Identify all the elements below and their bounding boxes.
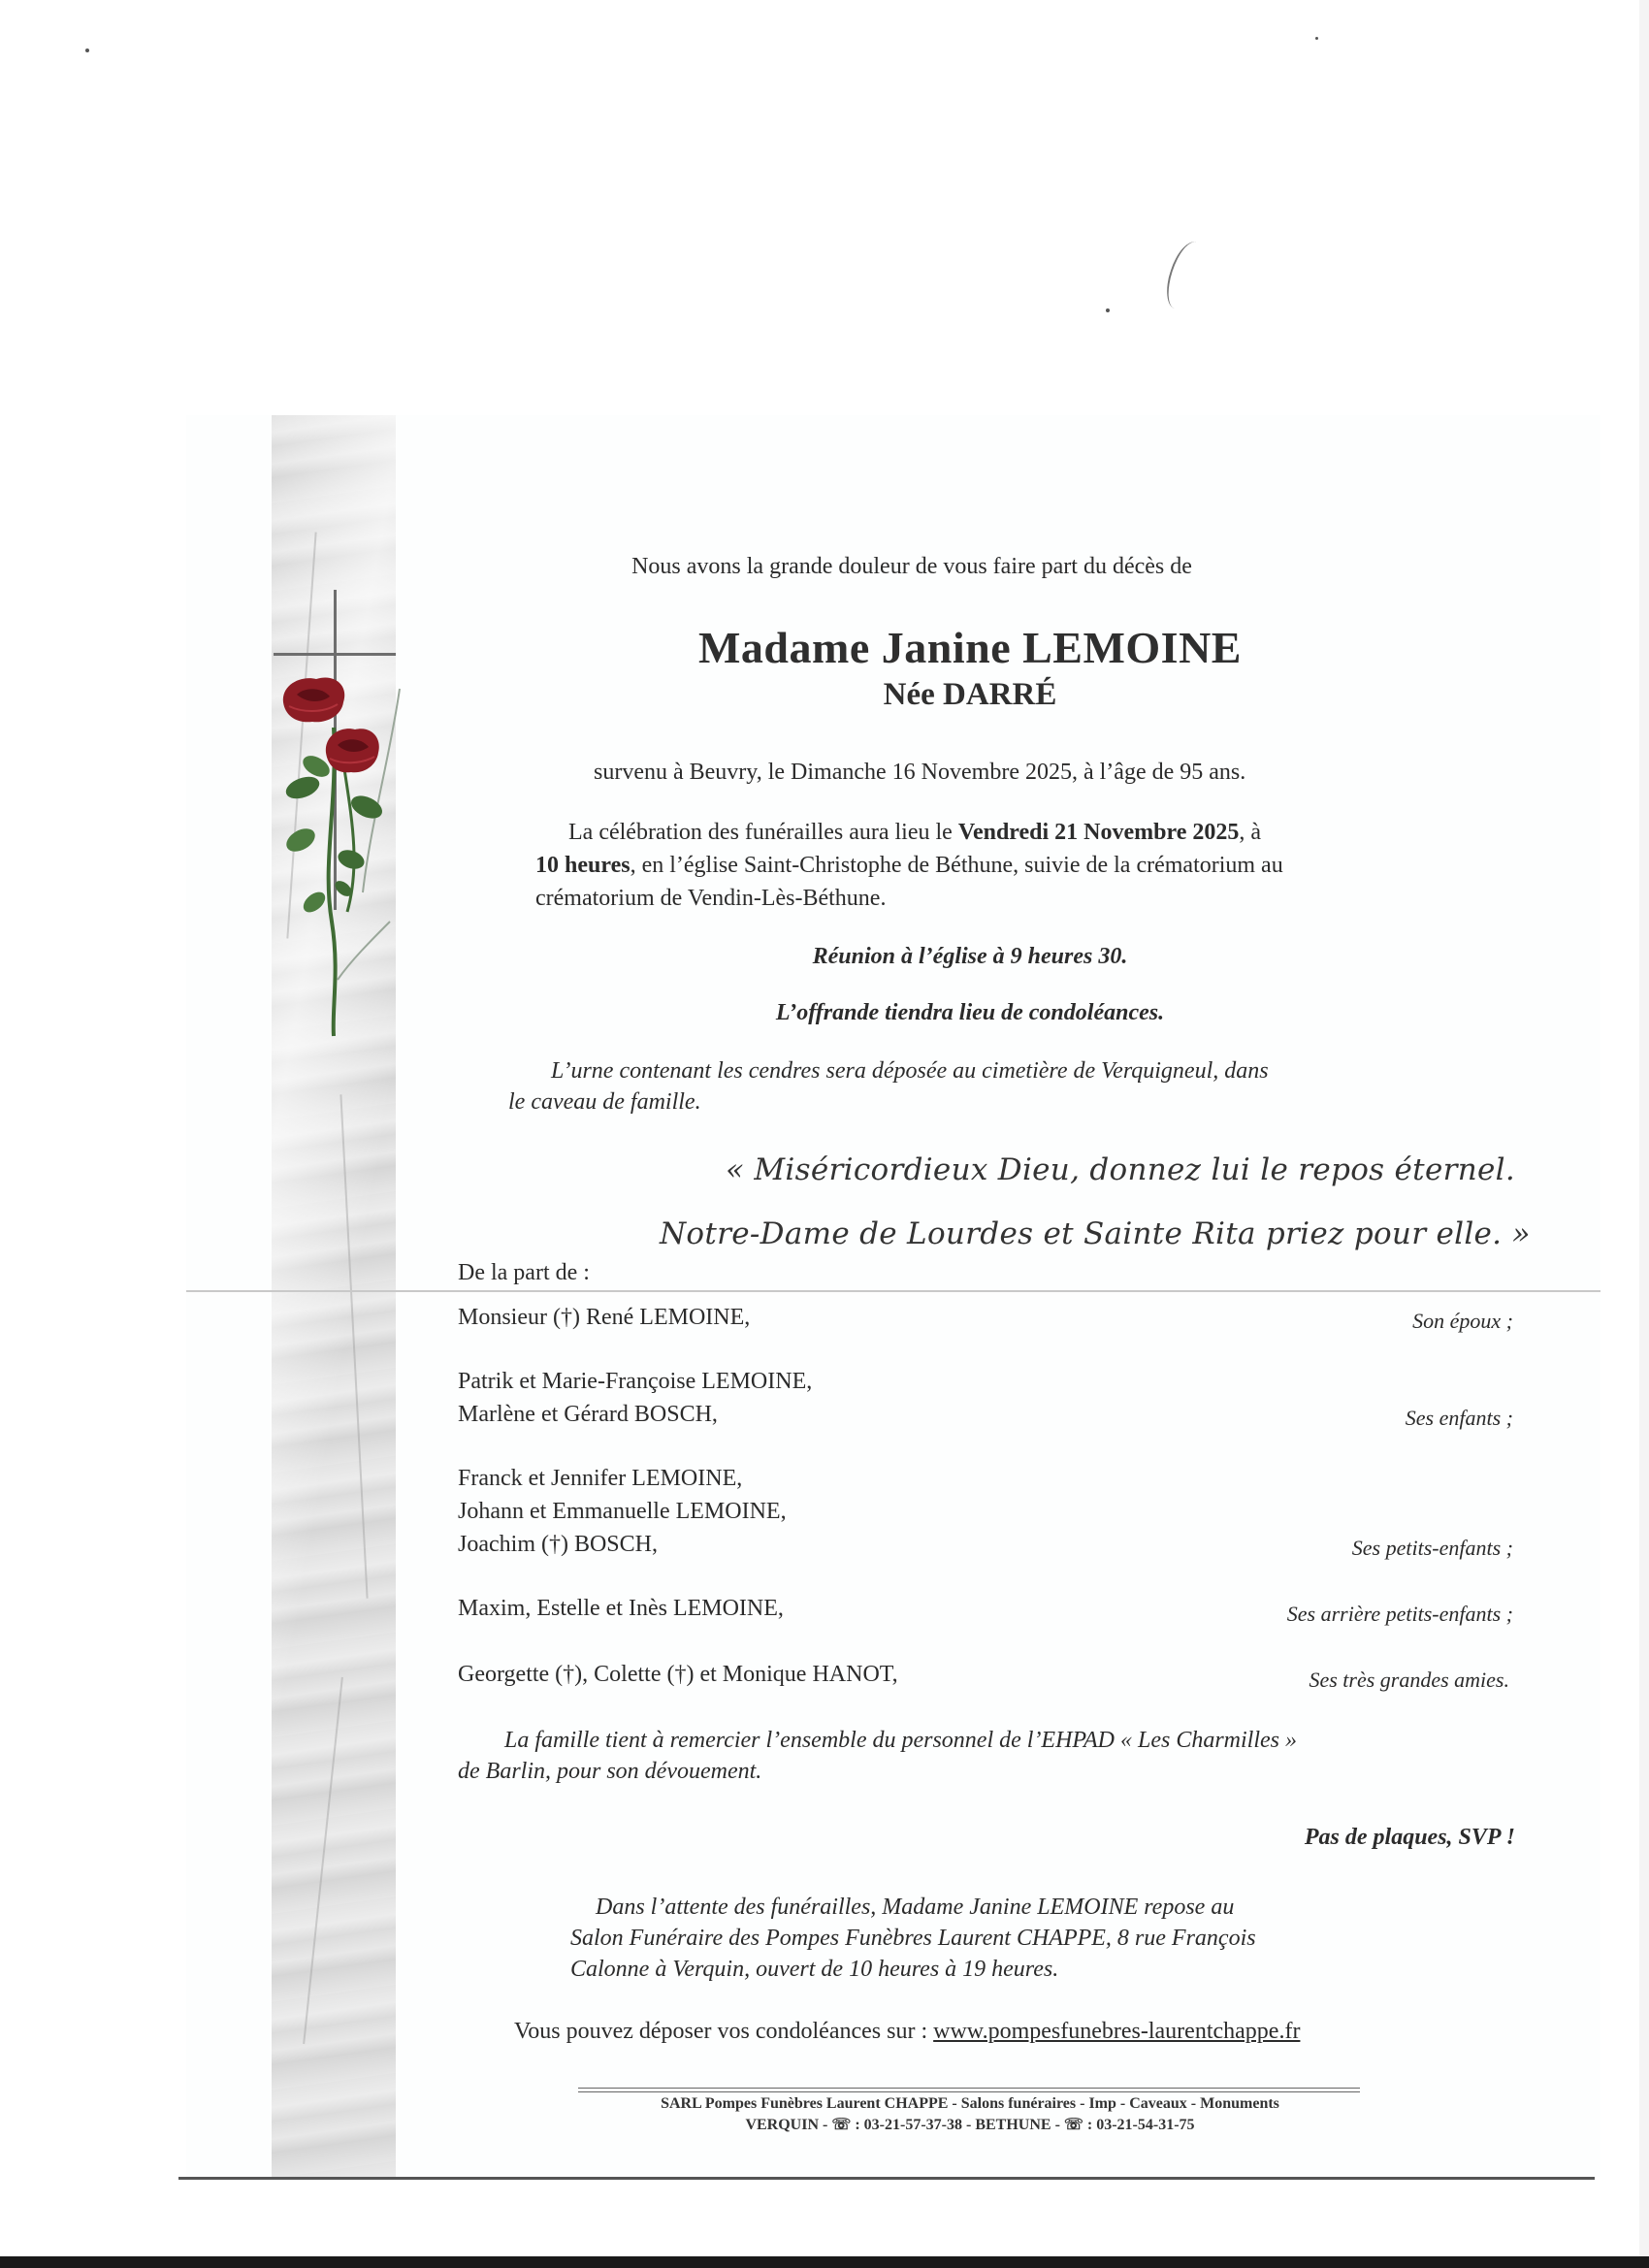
family-name: Marlène et Gérard BOSCH, (458, 1402, 718, 1427)
footer-rule (578, 2091, 1360, 2092)
family-name: Franck et Jennifer LEMOINE, (458, 1466, 743, 1491)
from-label: De la part de : (458, 1260, 590, 1285)
family-role: Ses arrière petits-enfants ; (1286, 1602, 1513, 1626)
birth-name: Née DARRÉ (883, 677, 1057, 712)
scan-mark (1160, 238, 1212, 313)
rose-icon (254, 669, 429, 1038)
family-name: Monsieur (†) René LEMOINE, (458, 1305, 751, 1330)
prayer-line-2: Notre-Dame de Lourdes et Sainte Rita priez pour elle. » (660, 1216, 1531, 1251)
urn-line-2: le caveau de famille. (508, 1089, 701, 1115)
condolences-link[interactable]: www.pompesfunebres-laurentchappe.fr (933, 2019, 1301, 2044)
thanks-line-2: de Barlin, pour son dévouement. (458, 1759, 762, 1784)
condolences-line: Vous pouvez déposer vos condoléances sur : www.pompesfunebres-laurentchappe.fr (514, 2019, 1301, 2044)
ceremony-line-3: crématorium de Vendin-Lès-Béthune. (535, 886, 887, 911)
urn-line-1: L’urne contenant les cendres sera déposée au cimetière de Verquigneul, dans (551, 1058, 1269, 1084)
deceased-name: Madame Janine LEMOINE (698, 623, 1242, 672)
death-notice: survenu à Beuvry, le Dimanche 16 Novembre 2025, à l’âge de 95 ans. (594, 760, 1246, 785)
family-role: Ses petits-enfants ; (1351, 1536, 1513, 1560)
prayer-line-1: « Miséricordieux Dieu, donnez lui le repos éternel. (725, 1152, 1515, 1187)
ceremony-line-1: La célébration des funérailles aura lieu le Vendredi 21 Novembre 2025, à (568, 820, 1262, 845)
no-plaques-text: Pas de plaques, SVP ! (1304, 1825, 1515, 1850)
family-role: Ses très grandes amies. (1309, 1668, 1509, 1692)
family-name: Johann et Emmanuelle LEMOINE, (458, 1499, 787, 1524)
family-role: Ses enfants ; (1405, 1406, 1513, 1430)
reunion-text: Réunion à l’église à 9 heures 30. (812, 944, 1128, 969)
intro-text: Nous avons la grande douleur de vous faire part du décès de (631, 554, 1192, 579)
family-name: Patrik et Marie-Françoise LEMOINE, (458, 1369, 813, 1394)
footer-phones: VERQUIN - ☏ : 03-21-57-37-38 - BETHUNE - ☏ : 03-21-54-31-75 (745, 2117, 1195, 2133)
thanks-line-1: La famille tient à remercier l’ensemble du personnel de l’EHPAD « Les Charmilles » (504, 1728, 1297, 1753)
scan-speck (1315, 37, 1318, 40)
family-name: Georgette (†), Colette (†) et Monique HANOT, (458, 1662, 898, 1687)
family-name: Joachim (†) BOSCH, (458, 1532, 658, 1557)
offering-text: L’offrande tiendra lieu de condoléances. (775, 1000, 1165, 1025)
scan-speck (1106, 308, 1110, 312)
ceremony-line-2: 10 heures, en l’église Saint-Christophe de Béthune, suivie de la crématorium au (535, 853, 1283, 878)
footer-rule (578, 2088, 1360, 2089)
scan-speck (85, 49, 89, 52)
footer-company: SARL Pompes Funèbres Laurent CHAPPE - Salons funéraires - Imp - Caveaux - Monuments (661, 2095, 1279, 2112)
rest-line-1: Dans l’attente des funérailles, Madame Janine LEMOINE repose au (596, 1895, 1235, 1920)
scan-edge-right (1639, 0, 1649, 2268)
family-role: Son époux ; (1412, 1309, 1513, 1333)
card-bottom-edge (178, 2177, 1595, 2180)
rest-line-2: Salon Funéraire des Pompes Funèbres Laurent CHAPPE, 8 rue François (570, 1926, 1256, 1951)
rest-line-3: Calonne à Verquin, ouvert de 10 heures à 19 heures. (570, 1957, 1059, 1982)
fold-line (186, 1290, 1600, 1292)
ceremony-date: Vendredi 21 Novembre 2025 (957, 820, 1240, 845)
ceremony-time: 10 heures (535, 853, 630, 878)
family-name: Maxim, Estelle et Inès LEMOINE, (458, 1596, 784, 1621)
scan-edge-bottom (0, 2256, 1649, 2268)
